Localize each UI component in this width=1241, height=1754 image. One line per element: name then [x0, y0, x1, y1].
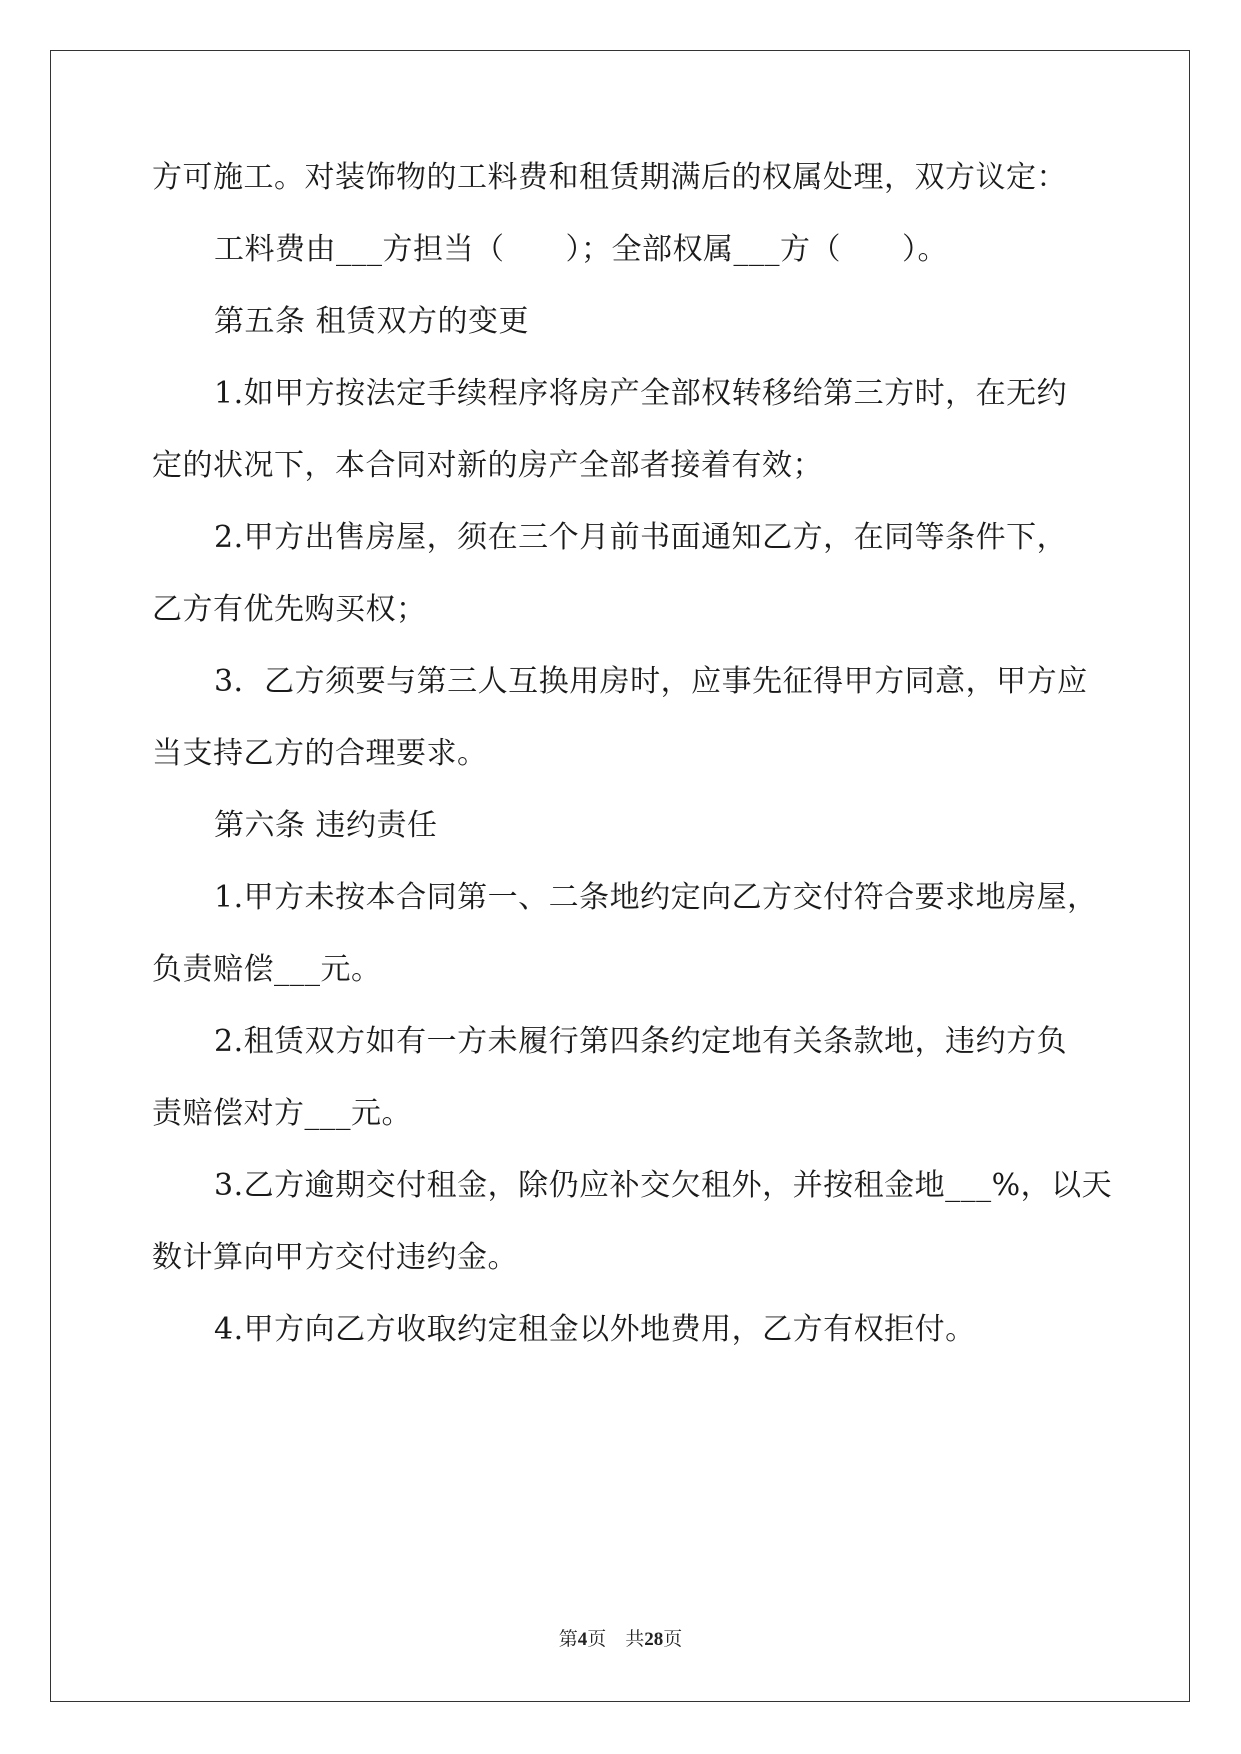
- page-footer: [0, 1624, 1241, 1651]
- paragraph-line: 3.乙方逾期交付租金，除仍应补交欠租外，并按租金地___%，以天: [214, 1168, 1113, 1203]
- paragraph-line: 2.甲方出售房屋，须在三个月前书面通知乙方，在同等条件下，: [214, 520, 1068, 555]
- paragraph-line: 乙方有优先购买权；: [152, 592, 427, 627]
- section-heading: 第五条 租赁双方的变更: [214, 304, 530, 339]
- paragraph-line: 方可施工。对装饰物的工料费和租赁期满后的权属处理，双方议定：: [152, 160, 1067, 195]
- paragraph-line: 4.甲方向乙方收取约定租金以外地费用，乙方有权拒付。: [214, 1312, 976, 1347]
- page-border: [50, 50, 1190, 1702]
- paragraph-line: 3．乙方须要与第三人互换用房时，应事先征得甲方同意，甲方应: [214, 664, 1088, 699]
- paragraph-line: 负责赔偿___元。: [152, 952, 382, 987]
- paragraph-line: 2.租赁双方如有一方未履行第四条约定地有关条款地，违约方负: [214, 1024, 1068, 1059]
- paragraph-line: 数计算向甲方交付违约金。: [152, 1240, 518, 1275]
- footer-page-word: 页: [587, 1629, 607, 1650]
- paragraph-line: 当支持乙方的合理要求。: [152, 736, 488, 771]
- paragraph-line: 工料费由___方担当（ ）；全部权属___方（ ）。: [214, 232, 948, 267]
- footer-prefix: 第: [558, 1629, 578, 1650]
- total-page-count: 28: [644, 1629, 664, 1650]
- paragraph-line: 1.甲方未按本合同第一、二条地约定向乙方交付符合要求地房屋，: [214, 880, 1098, 915]
- footer-total-suffix: 页: [663, 1629, 683, 1650]
- paragraph-line: 定的状况下，本合同对新的房产全部者接着有效；: [152, 448, 823, 483]
- footer-total-prefix: 共: [625, 1629, 645, 1650]
- section-heading: 第六条 违约责任: [214, 808, 438, 843]
- paragraph-line: 责赔偿对方___元。: [152, 1096, 412, 1131]
- current-page-number: 4: [577, 1629, 588, 1650]
- paragraph-line: 1.如甲方按法定手续程序将房产全部权转移给第三方时，在无约: [214, 376, 1068, 411]
